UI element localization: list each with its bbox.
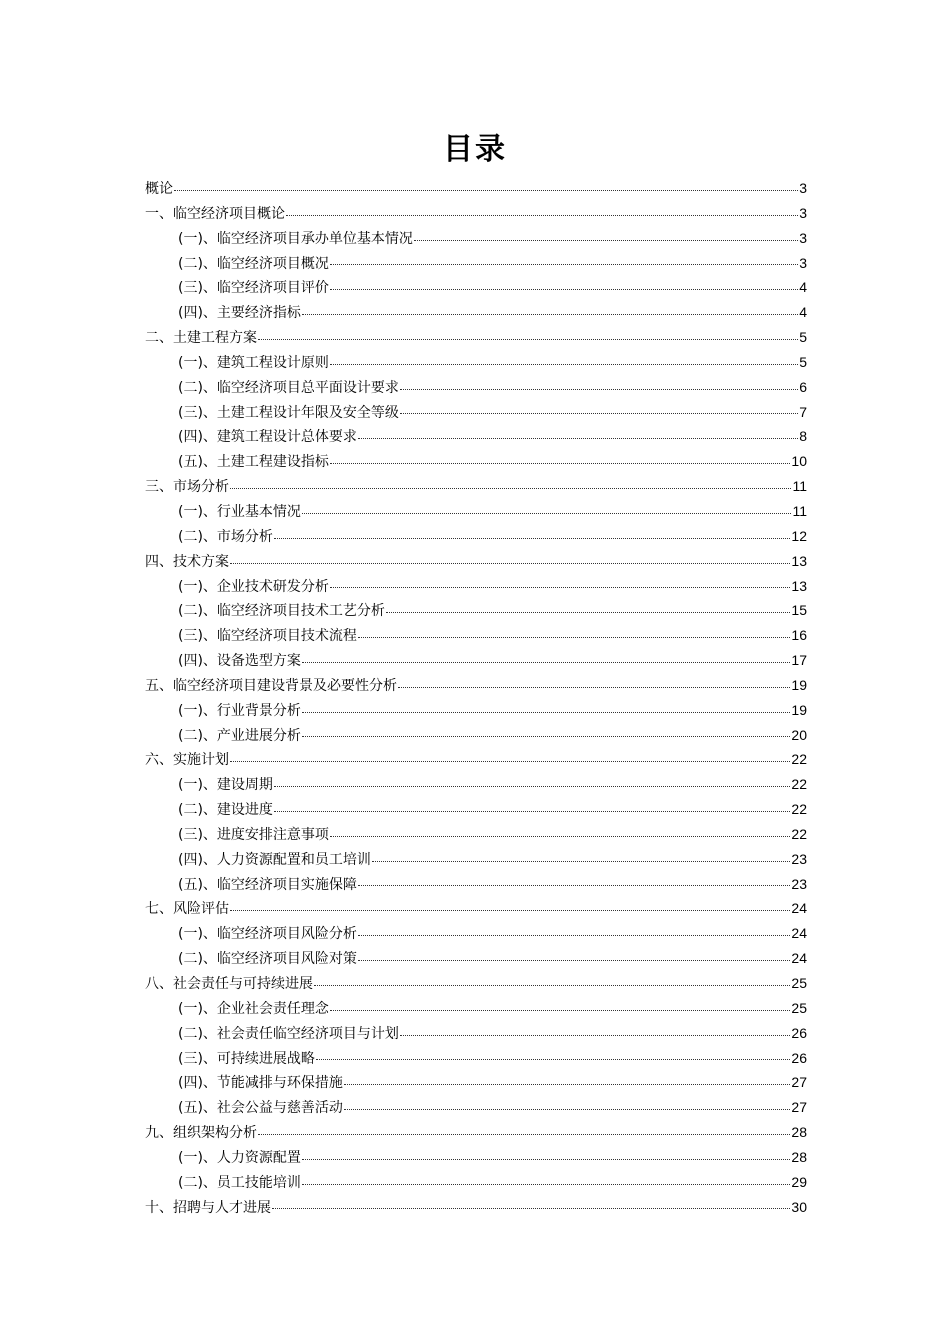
toc-list — [145, 176, 807, 1219]
toc-subsection-entry[interactable] — [145, 350, 807, 375]
toc-entry-label: (三)、临空经济项目技术流程 — [178, 628, 357, 645]
toc-dot-leader — [314, 984, 790, 986]
toc-entry-label: (五)、土建工程建设指标 — [178, 454, 329, 471]
toc-entry-label: 八、社会责任与可持续进展 — [145, 976, 313, 992]
toc-subsection-entry[interactable] — [145, 400, 807, 425]
toc-entry-label: (二)、产业进展分析 — [178, 727, 301, 744]
toc-entry-label: (一)、行业基本情况 — [178, 503, 301, 520]
toc-entry-label: 十、招聘与人才进展 — [145, 1199, 271, 1216]
toc-subsection-entry[interactable] — [145, 946, 807, 971]
toc-dot-leader — [372, 860, 790, 862]
toc-entry-label: (一)、建设周期 — [178, 777, 273, 794]
toc-dot-leader — [344, 1108, 790, 1110]
toc-subsection-entry[interactable] — [145, 574, 807, 599]
toc-entry-label: 九、组织架构分析 — [145, 1125, 257, 1142]
toc-section-entry[interactable] — [145, 325, 807, 350]
toc-dot-leader — [302, 313, 798, 315]
toc-dot-leader — [302, 661, 790, 663]
toc-subsection-entry[interactable] — [145, 1070, 807, 1095]
toc-dot-leader — [358, 636, 790, 638]
toc-page-number: 29 — [791, 1173, 807, 1190]
toc-entry-label: (二)、建设进度 — [178, 802, 273, 819]
toc-page-number: 30 — [791, 1198, 807, 1215]
toc-page-number: 10 — [791, 453, 807, 470]
toc-subsection-entry[interactable] — [145, 1170, 807, 1195]
toc-page-number: 19 — [791, 701, 807, 718]
toc-page-number: 27 — [791, 1074, 807, 1091]
toc-page-number: 22 — [791, 801, 807, 818]
toc-entry-label: (二)、临空经济项目总平面设计要求 — [178, 379, 399, 396]
toc-page-number: 26 — [791, 1024, 807, 1041]
toc-entry-label: (三)、土建工程设计年限及安全等级 — [178, 404, 399, 421]
toc-subsection-entry[interactable] — [145, 1095, 807, 1120]
toc-dot-leader — [400, 1034, 790, 1036]
toc-entry-label: (二)、临空经济项目技术工艺分析 — [178, 603, 385, 620]
toc-entry-label: 一、临空经济项目概论 — [145, 205, 285, 222]
toc-dot-leader — [358, 934, 790, 936]
toc-section-entry[interactable] — [145, 673, 807, 698]
toc-dot-leader — [330, 288, 798, 290]
toc-subsection-entry[interactable] — [145, 251, 807, 276]
toc-page-number: 25 — [791, 999, 807, 1016]
toc-page-number: 13 — [791, 552, 807, 569]
toc-entry-label: (一)、企业社会责任理念 — [178, 1000, 329, 1017]
toc-page-number: 22 — [791, 776, 807, 793]
toc-entry-label: (一)、人力资源配置 — [178, 1149, 301, 1166]
toc-dot-leader — [330, 835, 790, 837]
toc-subsection-entry[interactable] — [145, 275, 807, 300]
toc-entry-label: (四)、节能减排与环保措施 — [178, 1075, 343, 1092]
toc-subsection-entry[interactable] — [145, 300, 807, 325]
toc-page-number: 26 — [791, 1049, 807, 1066]
toc-entry-label: 七、风险评估 — [145, 901, 229, 918]
toc-entry-label: (二)、市场分析 — [178, 528, 273, 545]
toc-dot-leader — [414, 239, 798, 241]
toc-section-entry[interactable] — [145, 971, 807, 996]
toc-dot-leader — [258, 338, 798, 340]
toc-entry-label: 六、实施计划 — [145, 752, 229, 769]
toc-page-number: 23 — [791, 850, 807, 867]
toc-subsection-entry[interactable] — [145, 449, 807, 474]
toc-dot-leader — [386, 611, 790, 613]
toc-page-number: 24 — [791, 925, 807, 942]
toc-page-number: 15 — [791, 602, 807, 619]
toc-entry-label: (一)、建筑工程设计原则 — [178, 354, 329, 371]
toc-entry-label: (五)、社会公益与慈善活动 — [178, 1100, 343, 1117]
toc-dot-leader — [274, 810, 790, 812]
toc-dot-leader — [302, 735, 790, 737]
toc-dot-leader — [330, 263, 798, 265]
toc-dot-leader — [344, 1083, 790, 1085]
toc-page-number: 11 — [792, 478, 807, 495]
toc-page-number: 6 — [799, 378, 807, 395]
toc-entry-label: 四、技术方案 — [145, 553, 229, 570]
toc-subsection-entry[interactable] — [145, 524, 807, 549]
toc-page-number: 13 — [791, 577, 807, 594]
toc-dot-leader — [400, 388, 798, 390]
toc-entry-label: 三、市场分析 — [145, 479, 229, 496]
toc-dot-leader — [230, 909, 790, 911]
toc-dot-leader — [230, 562, 790, 564]
toc-page-number: 24 — [791, 950, 807, 967]
toc-entry-label: (一)、行业背景分析 — [178, 702, 301, 719]
toc-entry-label: (二)、社会责任临空经济项目与计划 — [178, 1025, 399, 1042]
toc-title: 目录 — [443, 132, 507, 167]
toc-subsection-entry[interactable] — [145, 648, 807, 673]
toc-page-number: 23 — [791, 875, 807, 892]
toc-page-number: 22 — [791, 751, 807, 768]
toc-entry-label: 二、土建工程方案 — [145, 330, 257, 347]
toc-dot-leader — [258, 1133, 790, 1135]
toc-entry-label: 概论 — [145, 181, 173, 197]
toc-page-number: 4 — [799, 279, 807, 296]
toc-subsection-entry[interactable] — [145, 797, 807, 822]
toc-dot-leader — [174, 189, 798, 191]
toc-page-number: 20 — [791, 726, 807, 743]
toc-dot-leader — [398, 686, 790, 688]
toc-page-number: 7 — [799, 403, 807, 420]
toc-page-number: 3 — [799, 254, 807, 271]
toc-entry-label: (一)、临空经济项目风险分析 — [178, 926, 357, 943]
toc-dot-leader — [286, 214, 798, 216]
toc-dot-leader — [274, 537, 790, 539]
toc-entry-label: (一)、临空经济项目承办单位基本情况 — [178, 230, 413, 247]
toc-subsection-entry[interactable] — [145, 375, 807, 400]
toc-subsection-entry[interactable] — [145, 872, 807, 897]
toc-page-number: 28 — [791, 1148, 807, 1165]
toc-entry-label: (一)、企业技术研发分析 — [178, 578, 329, 595]
toc-dot-leader — [302, 1183, 790, 1185]
toc-entry-label: (四)、人力资源配置和员工培训 — [178, 851, 371, 868]
toc-dot-leader — [302, 711, 790, 713]
toc-subsection-entry[interactable] — [145, 996, 807, 1021]
toc-subsection-entry[interactable] — [145, 424, 807, 449]
toc-page-number: 8 — [799, 428, 807, 445]
toc-subsection-entry[interactable] — [145, 921, 807, 946]
toc-entry-label: 五、临空经济项目建设背景及必要性分析 — [145, 677, 397, 694]
toc-section-entry[interactable] — [145, 747, 807, 772]
toc-section-entry[interactable] — [145, 474, 807, 499]
toc-page-number: 5 — [799, 329, 807, 346]
toc-section-entry[interactable] — [145, 176, 807, 201]
toc-dot-leader — [230, 760, 790, 762]
toc-section-entry[interactable] — [145, 1120, 807, 1145]
toc-page-number: 11 — [792, 502, 807, 519]
toc-entry-label: (三)、可持续进展战略 — [178, 1050, 315, 1067]
toc-entry-label: (三)、临空经济项目评价 — [178, 280, 329, 297]
toc-subsection-entry[interactable] — [145, 772, 807, 797]
toc-dot-leader — [358, 959, 790, 961]
toc-dot-leader — [330, 363, 798, 365]
toc-dot-leader — [230, 487, 791, 489]
toc-dot-leader — [330, 1009, 790, 1011]
toc-subsection-entry[interactable] — [145, 1046, 807, 1071]
toc-page-number: 19 — [791, 676, 807, 693]
toc-section-entry[interactable] — [145, 201, 807, 226]
toc-page-number: 16 — [791, 627, 807, 644]
toc-subsection-entry[interactable] — [145, 598, 807, 623]
toc-section-entry[interactable] — [145, 896, 807, 921]
toc-subsection-entry[interactable] — [145, 226, 807, 251]
toc-dot-leader — [330, 462, 790, 464]
toc-dot-leader — [330, 586, 790, 588]
toc-dot-leader — [272, 1207, 790, 1209]
toc-dot-leader — [274, 785, 790, 787]
toc-dot-leader — [302, 512, 792, 514]
toc-page-number: 17 — [791, 652, 807, 669]
toc-entry-label: (四)、建筑工程设计总体要求 — [178, 429, 357, 446]
toc-subsection-entry[interactable] — [145, 1021, 807, 1046]
toc-entry-label: (三)、进度安排注意事项 — [178, 826, 329, 843]
toc-dot-leader — [358, 884, 790, 886]
toc-dot-leader — [316, 1058, 790, 1060]
toc-entry-label: (五)、临空经济项目实施保障 — [178, 876, 357, 893]
toc-page-number: 12 — [791, 527, 807, 544]
toc-page-number: 3 — [799, 180, 807, 196]
toc-entry-label: (四)、主要经济指标 — [178, 305, 301, 322]
toc-page-number: 27 — [791, 1099, 807, 1116]
toc-page-number: 3 — [799, 204, 807, 221]
toc-entry-label: (二)、员工技能培训 — [178, 1174, 301, 1191]
toc-page-number: 3 — [799, 229, 807, 246]
toc-subsection-entry[interactable] — [145, 847, 807, 872]
toc-subsection-entry[interactable] — [145, 698, 807, 723]
toc-subsection-entry[interactable] — [145, 623, 807, 648]
toc-subsection-entry[interactable] — [145, 723, 807, 748]
toc-section-entry[interactable] — [145, 549, 807, 574]
toc-page-number: 24 — [791, 900, 807, 917]
toc-section-entry[interactable] — [145, 1195, 807, 1220]
toc-page-number: 28 — [791, 1124, 807, 1141]
toc-dot-leader — [302, 1158, 790, 1160]
toc-subsection-entry[interactable] — [145, 822, 807, 847]
toc-page-number: 5 — [799, 353, 807, 370]
toc-subsection-entry[interactable] — [145, 499, 807, 524]
toc-dot-leader — [358, 437, 798, 439]
toc-entry-label: (四)、设备选型方案 — [178, 653, 301, 670]
toc-dot-leader — [400, 412, 798, 414]
toc-page-number: 25 — [791, 975, 807, 991]
toc-entry-label: (二)、临空经济项目概况 — [178, 255, 329, 272]
toc-entry-label: (二)、临空经济项目风险对策 — [178, 951, 357, 968]
toc-subsection-entry[interactable] — [145, 1145, 807, 1170]
toc-page-number: 4 — [799, 304, 807, 321]
toc-page-number: 22 — [791, 825, 807, 842]
